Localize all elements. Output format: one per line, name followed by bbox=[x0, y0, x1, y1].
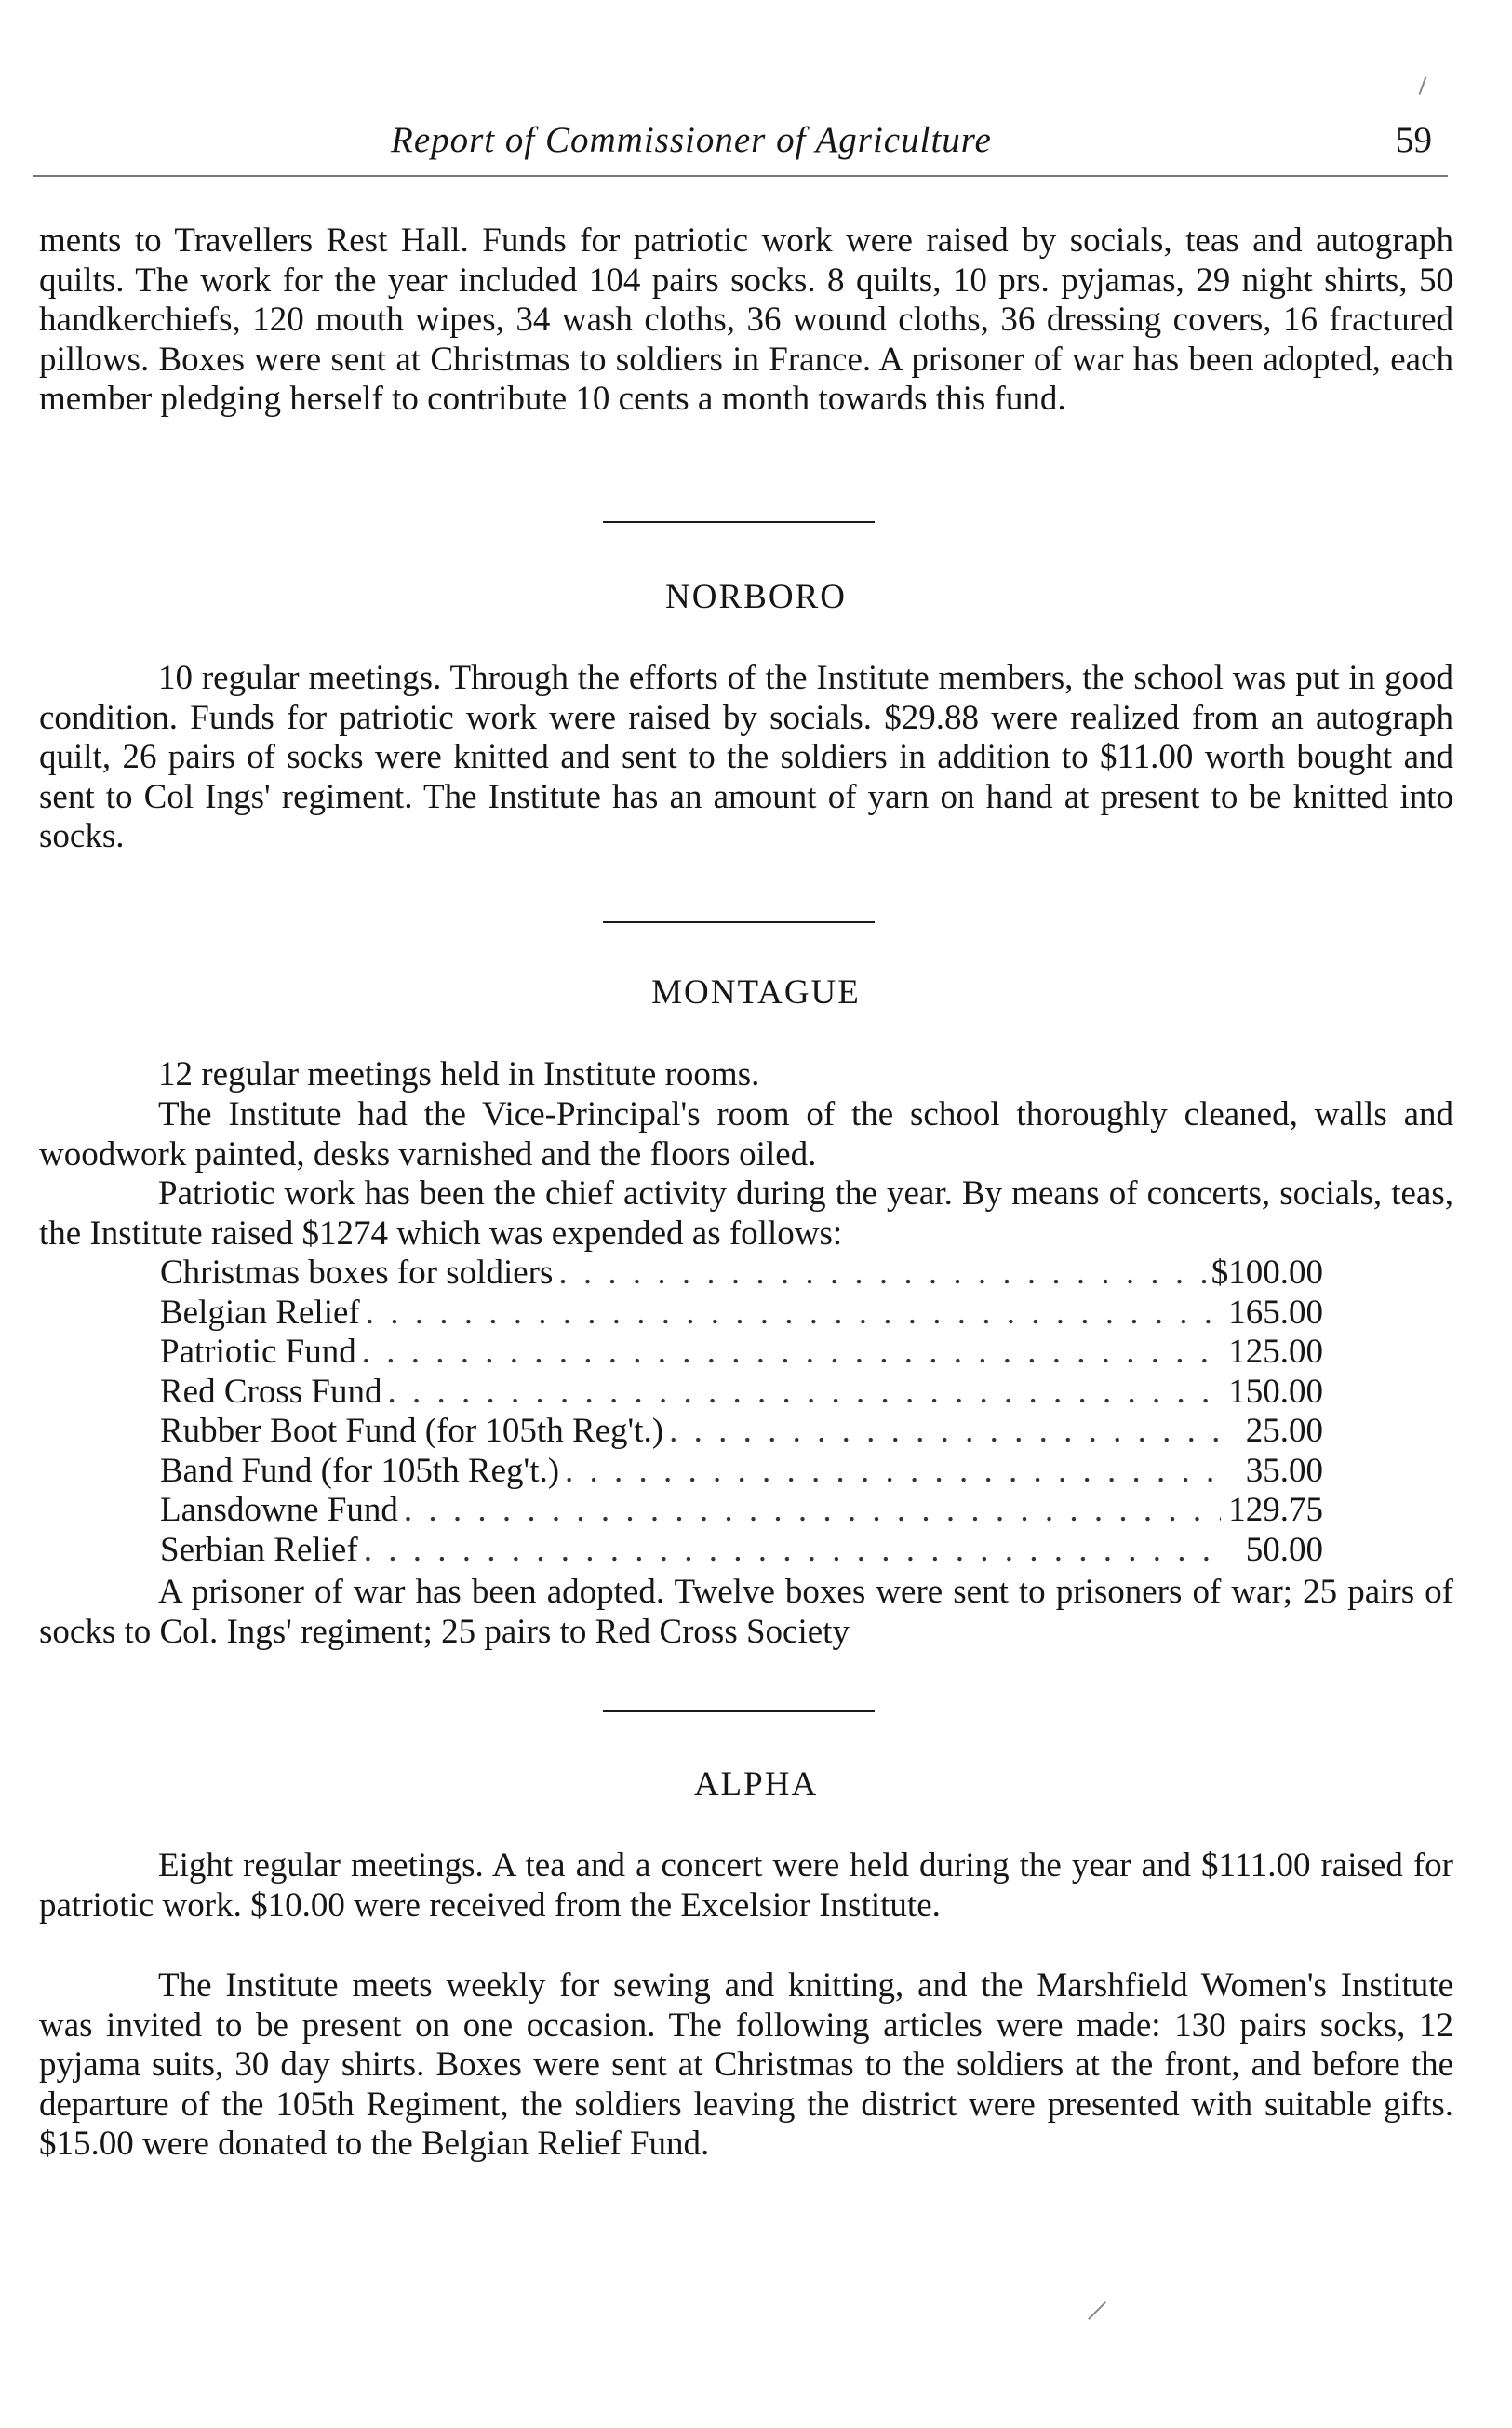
expenditure-row bbox=[160, 1530, 1323, 1570]
section-title-alpha: ALPHA bbox=[693, 1765, 819, 1804]
montague-paragraph-4: A prisoner of war has been adopted. Twelve boxes were sent to prisoners of war; 25 pairs of socks to Col. Ings' regiment; 25 pairs to Red Cross Society bbox=[39, 1573, 1453, 1651]
expenditure-label: Patriotic Fund bbox=[160, 1333, 356, 1371]
leader-dots bbox=[663, 1411, 1221, 1451]
leader-dots bbox=[381, 1372, 1221, 1412]
montague-paragraph-1: 12 regular meetings held in Institute rooms. bbox=[158, 1055, 760, 1093]
expenditure-amount: 125.00 bbox=[1228, 1333, 1323, 1371]
expenditure-amount: 129.75 bbox=[1228, 1491, 1323, 1529]
expenditure-row bbox=[160, 1372, 1323, 1412]
expenditure-label: Serbian Relief bbox=[160, 1530, 358, 1569]
section-title-norboro: NORBORO bbox=[665, 578, 847, 616]
expenditure-amount: 50.00 bbox=[1245, 1530, 1323, 1569]
alpha-paragraph-2: The Institute meets weekly for sewing and knitting, and the Marshfield Women's Institute was invited to be present on one occasion. The following articles were made: 130 pairs socks, 12 pyjama suits, 30 day shirts. Boxes were sent at Christmas to the soldiers at the front, and before the departure of the 105th Regiment, the soldiers leaving the district were presented with suitable gifts. $15.00 were donated to the Belgian Relief Fund. bbox=[39, 1966, 1453, 2163]
leader-dots bbox=[398, 1490, 1221, 1530]
expenditure-amount: 165.00 bbox=[1228, 1293, 1323, 1332]
expenditure-label: Rubber Boot Fund (for 105th Reg't.) bbox=[160, 1412, 664, 1450]
header-rule bbox=[33, 175, 1448, 177]
leader-dots bbox=[356, 1332, 1221, 1372]
expenditure-label: Band Fund (for 105th Reg't.) bbox=[160, 1451, 560, 1490]
alpha-paragraph-1: Eight regular meetings. A tea and a concert were held during the year and $111.00 raised for patriotic work. $10.00 were received from the Excelsior Institute. bbox=[39, 1846, 1453, 1925]
norboro-paragraph: 10 regular meetings. Through the efforts of the Institute members, the school was put in good condition. Funds for patriotic work were raised by socials. $29.88 were realized from an autograph quilt, 26 pairs of socks were knitted and sent to the soldiers in addition to $11.00 worth bought and sent to Col Ings' regiment. The Institute has an amount of yarn on hand at present to be knitted into socks. bbox=[39, 659, 1453, 855]
section-divider bbox=[603, 921, 875, 923]
expenditure-row bbox=[160, 1411, 1323, 1451]
page-number: 59 bbox=[1396, 120, 1432, 160]
section-divider bbox=[603, 521, 875, 523]
expenditure-row bbox=[160, 1293, 1323, 1333]
expenditure-table bbox=[160, 1253, 1323, 1569]
montague-paragraph-3: Patriotic work has been the chief activity during the year. By means of concerts, socials, teas, the Institute raised $1274 which was expended as follows: bbox=[39, 1174, 1453, 1253]
expenditure-row bbox=[160, 1332, 1323, 1372]
expenditure-row bbox=[160, 1451, 1323, 1491]
intro-paragraph: ments to Travellers Rest Hall. Funds for patriotic work were raised by socials, teas and autograph quilts. The work for the year included 104 pairs socks. 8 quilts, 10 prs. pyjamas, 29 night shirts, 50 handkerchiefs, 120 mouth wipes, 34 wash cloths, 36 wound cloths, 36 dressing covers, 16 fractured pillows. Boxes were sent at Christmas to soldiers in France. A prisoner of war has been adopted, each member pledging herself to contribute 10 cents a month towards this fund. bbox=[39, 221, 1453, 418]
expenditure-amount: $100.00 bbox=[1211, 1254, 1323, 1292]
stray-mark bbox=[1088, 2301, 1106, 2320]
leader-dots bbox=[358, 1530, 1221, 1570]
leader-dots bbox=[559, 1451, 1221, 1491]
expenditure-row bbox=[160, 1490, 1323, 1530]
section-title-montague: MONTAGUE bbox=[651, 973, 861, 1012]
expenditure-label: Belgian Relief bbox=[160, 1293, 360, 1332]
stray-mark bbox=[1419, 76, 1427, 94]
expenditure-label: Red Cross Fund bbox=[160, 1372, 382, 1411]
running-header: Report of Commissioner of Agriculture bbox=[391, 120, 992, 160]
expenditure-amount: 35.00 bbox=[1245, 1451, 1323, 1490]
leader-dots bbox=[553, 1253, 1211, 1293]
expenditure-amount: 25.00 bbox=[1245, 1412, 1323, 1450]
expenditure-amount: 150.00 bbox=[1228, 1372, 1323, 1411]
expenditure-label: Lansdowne Fund bbox=[160, 1491, 398, 1529]
expenditure-row bbox=[160, 1253, 1323, 1293]
montague-paragraph-2: The Institute had the Vice-Principal's room of the school thoroughly cleaned, walls and woodwork painted, desks varnished and the floors oiled. bbox=[39, 1095, 1453, 1174]
expenditure-label: Christmas boxes for soldiers bbox=[160, 1254, 554, 1292]
leader-dots bbox=[360, 1293, 1221, 1333]
section-divider bbox=[603, 1710, 875, 1712]
